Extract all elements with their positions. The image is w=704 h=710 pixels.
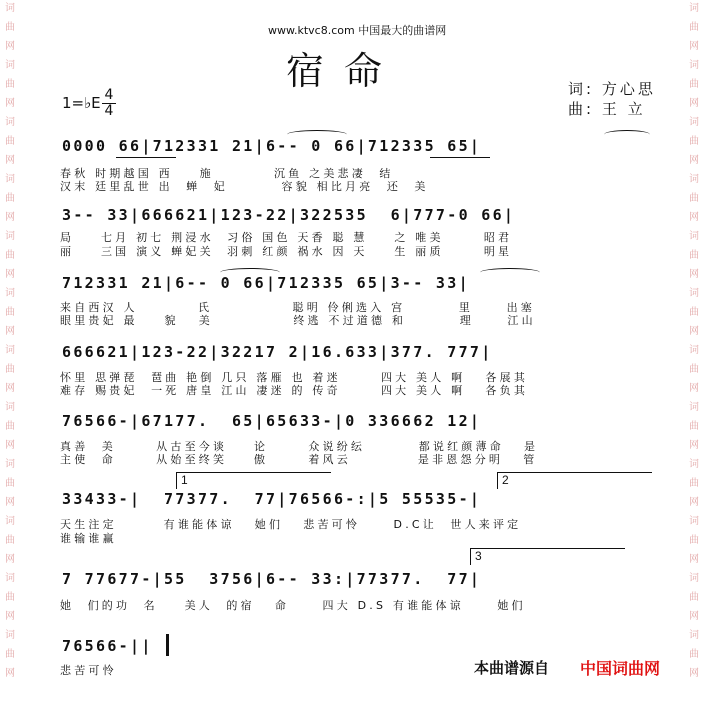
- watermark-glyph: 词: [5, 459, 15, 470]
- score-row-4-lyrics-2: 难存 赐贵妃 一死 唐皇 江山 凄迷 的 传奇 四大 美人 啊 各负其: [60, 384, 529, 397]
- watermark-glyph: 词: [689, 231, 699, 242]
- key-signature: 1=♭E: [62, 94, 101, 112]
- watermark-glyph: 曲: [5, 364, 15, 375]
- watermark-glyph: 网: [5, 212, 15, 223]
- watermark-glyph: 曲: [689, 535, 699, 546]
- watermark-glyph: 曲: [5, 307, 15, 318]
- watermark-glyph: 曲: [5, 22, 15, 33]
- watermark-glyph: 曲: [5, 136, 15, 147]
- watermark-glyph: 曲: [5, 421, 15, 432]
- side-watermark-left: [3, 0, 17, 710]
- watermark-glyph: 网: [689, 212, 699, 223]
- watermark-glyph: 曲: [689, 193, 699, 204]
- score-row-7-notes: 7 77677-|55 3756|6-- 33:|77377. 77|: [62, 570, 482, 588]
- score-row-6-notes: 33433-| 77377. 77|76566-:|5 55535-|: [62, 490, 482, 508]
- watermark-glyph: 曲: [689, 136, 699, 147]
- score-row-1-notes: 0000 66|712331 21|6-- 0 66|712335 65|: [62, 137, 482, 155]
- score-row-6-lyrics-1: 天生注定 有谁能体谅 她们 悲苦可怜 D.C让 世人来评定: [60, 518, 522, 531]
- watermark-glyph: 网: [5, 440, 15, 451]
- time-signature: [102, 88, 116, 119]
- watermark-glyph: 词: [689, 288, 699, 299]
- meter-top: 4: [104, 87, 114, 103]
- watermark-glyph: 网: [689, 98, 699, 109]
- song-title: 宿命: [286, 49, 403, 93]
- beam-underline: [430, 157, 490, 158]
- watermark-glyph: 曲: [5, 649, 15, 660]
- watermark-glyph: 网: [5, 611, 15, 622]
- watermark-glyph: 曲: [689, 592, 699, 603]
- score-row-1-lyrics-1: 春秋 时期越国 西 施 沉鱼 之美悲凄 结: [60, 167, 394, 180]
- watermark-glyph: 曲: [689, 79, 699, 90]
- volta-3: 3: [470, 548, 625, 565]
- score-row-3-notes: 712331 21|6-- 0 66|712335 65|3-- 33|: [62, 274, 470, 292]
- watermark-glyph: 词: [5, 3, 15, 14]
- score-row-3-lyrics-1: 来自西汉 人 氏 聪明 伶俐选入 宫 里 出塞: [60, 301, 535, 314]
- watermark-glyph: 词: [5, 402, 15, 413]
- watermark-glyph: 词: [5, 288, 15, 299]
- watermark-glyph: 词: [689, 516, 699, 527]
- watermark-glyph: 词: [689, 630, 699, 641]
- watermark-glyph: 网: [5, 269, 15, 280]
- watermark-glyph: 网: [5, 497, 15, 508]
- side-watermark-right: [687, 0, 701, 710]
- watermark-glyph: 词: [689, 345, 699, 356]
- volta-1: 1: [176, 472, 331, 489]
- watermark-glyph: 网: [689, 155, 699, 166]
- watermark-glyph: 词: [689, 60, 699, 71]
- tie-mark: [604, 130, 650, 139]
- watermark-glyph: 词: [5, 573, 15, 584]
- watermark-glyph: 曲: [689, 421, 699, 432]
- watermark-glyph: 曲: [5, 535, 15, 546]
- beam-underline: [116, 157, 176, 158]
- score-row-4-notes: 666621|123-22|32217 2|16.633|377. 777|: [62, 343, 493, 361]
- watermark-glyph: 网: [5, 383, 15, 394]
- watermark-glyph: 网: [689, 497, 699, 508]
- score-row-2-lyrics-1: 局 七月 初七 荆浸水 习俗 国色 天香 聪 慧 之 唯美 昭君: [60, 231, 513, 244]
- watermark-glyph: 网: [5, 326, 15, 337]
- lyricist: 词: 方心思: [568, 80, 656, 98]
- watermark-glyph: 网: [689, 326, 699, 337]
- watermark-glyph: 曲: [689, 307, 699, 318]
- watermark-glyph: 曲: [5, 592, 15, 603]
- score-row-7-lyrics-1: 她 们的功 名 美人 的宿 命 四大 D.S 有谁能体谅 她们: [60, 599, 526, 612]
- tie-mark: [220, 268, 280, 277]
- watermark-glyph: 网: [5, 98, 15, 109]
- watermark-glyph: 词: [5, 174, 15, 185]
- watermark-glyph: 网: [689, 269, 699, 280]
- watermark-glyph: 曲: [5, 79, 15, 90]
- watermark-glyph: 曲: [689, 478, 699, 489]
- watermark-glyph: 网: [5, 668, 15, 679]
- watermark-glyph: 词: [5, 117, 15, 128]
- watermark-glyph: 曲: [689, 22, 699, 33]
- tie-mark: [480, 268, 540, 277]
- composer: 曲: 王 立: [568, 100, 646, 118]
- meter-bottom: 4: [102, 103, 116, 119]
- score-row-3-lyrics-2: 眼里贵妃 最 貌 美 终逃 不过道德 和 理 江山: [60, 314, 536, 327]
- watermark-glyph: 词: [5, 516, 15, 527]
- watermark-glyph: 网: [5, 554, 15, 565]
- watermark-glyph: 词: [689, 459, 699, 470]
- watermark-glyph: 词: [5, 630, 15, 641]
- score-row-1-lyrics-2: 汉末 廷里乱世 出 蝉 妃 容貌 相比月亮 还 美: [60, 180, 429, 193]
- volta-2: 2: [497, 472, 652, 489]
- watermark-glyph: 曲: [5, 193, 15, 204]
- score-row-5-lyrics-2: 主使 命 从始至终笑 傲 着风云 是非恩怨分明 管: [60, 453, 538, 466]
- watermark-glyph: 网: [5, 155, 15, 166]
- watermark-glyph: 网: [689, 440, 699, 451]
- watermark-glyph: 网: [689, 611, 699, 622]
- watermark-glyph: 词: [5, 231, 15, 242]
- watermark-glyph: 曲: [5, 478, 15, 489]
- score-row-4-lyrics-1: 怀里 思弹琵 琶曲 艳倒 几只 落雁 也 着迷 四大 美人 啊 各展其: [60, 371, 529, 384]
- score-row-6-lyrics-2: 谁输谁赢: [60, 532, 117, 545]
- watermark-glyph: 网: [689, 383, 699, 394]
- watermark-glyph: 网: [689, 668, 699, 679]
- score-row-2-notes: 3-- 33|666621|123-22|322535 6|777-0 66|: [62, 206, 516, 224]
- watermark-glyph: 曲: [689, 649, 699, 660]
- watermark-glyph: 曲: [5, 250, 15, 261]
- site-url: www.ktvc8.com 中国最大的曲谱网: [268, 24, 447, 37]
- score-row-8-notes: 76566-||: [62, 637, 153, 655]
- watermark-glyph: 词: [689, 573, 699, 584]
- watermark-glyph: 曲: [689, 250, 699, 261]
- source-label: 本曲谱源自: [474, 659, 550, 677]
- watermark-glyph: 网: [689, 554, 699, 565]
- watermark-glyph: 词: [689, 174, 699, 185]
- score-row-5-notes: 76566-|67177. 65|65633-|0 336662 12|: [62, 412, 482, 430]
- watermark-glyph: 网: [5, 41, 15, 52]
- watermark-glyph: 网: [689, 41, 699, 52]
- tie-mark: [287, 130, 347, 139]
- score-row-5-lyrics-1: 真善 美 从古至今谈 论 众说纷纭 都说红颜薄命 是: [60, 440, 539, 453]
- watermark-glyph: 词: [689, 402, 699, 413]
- watermark-glyph: 词: [5, 60, 15, 71]
- brand-name: 中国词曲网: [580, 659, 661, 678]
- watermark-glyph: 曲: [689, 364, 699, 375]
- score-row-2-lyrics-2: 丽 三国 演义 蝉妃关 羽刺 红颜 祸水 因 天 生 丽质 明星: [60, 245, 513, 258]
- watermark-glyph: 词: [5, 345, 15, 356]
- watermark-glyph: 词: [689, 3, 699, 14]
- watermark-glyph: 词: [689, 117, 699, 128]
- final-barline: [166, 634, 169, 656]
- score-row-8-lyrics-1: 悲苦可怜: [60, 664, 117, 677]
